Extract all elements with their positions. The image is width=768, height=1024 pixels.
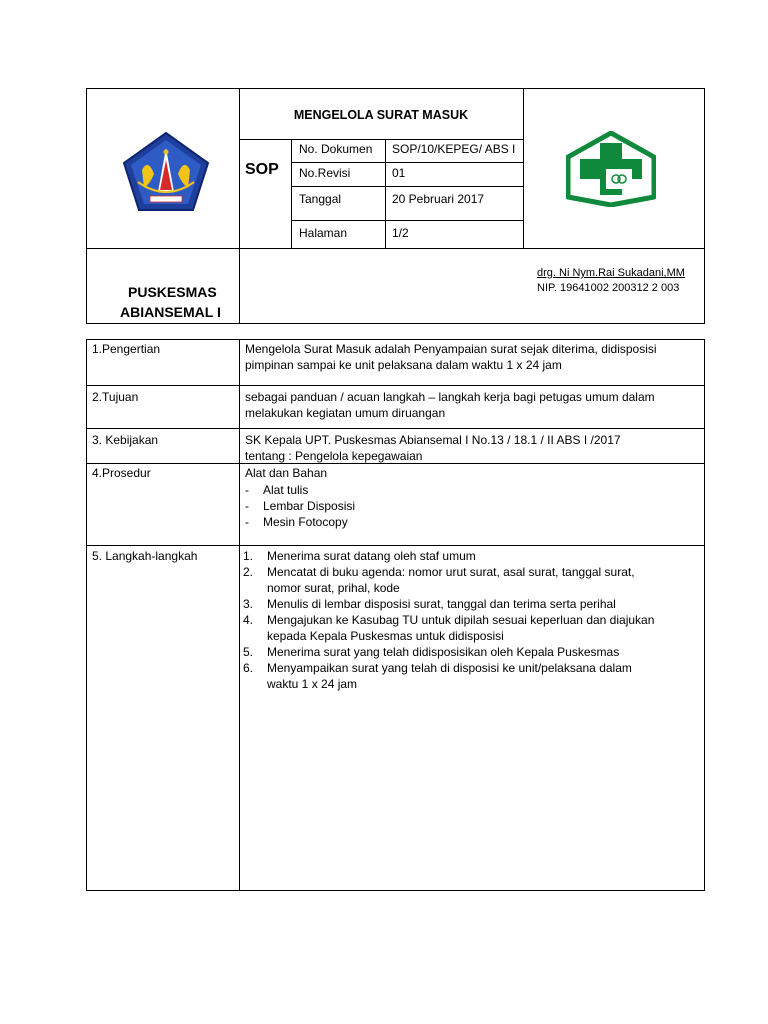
step-text: Menerima surat yang telah didisposisikan oleh Kepala Puskesmas — [267, 645, 620, 659]
body-row-line-2 — [86, 428, 705, 429]
step-number: 2. — [243, 565, 254, 579]
page-value: 1/2 — [392, 226, 409, 240]
doc-number-value: SOP/10/KEPEG/ ABS I — [392, 142, 516, 156]
tujuan-line-2: melakukan kegiatan umum diruangan — [245, 406, 446, 420]
list-item — [241, 548, 696, 564]
list-item: - Lembar Disposisi — [241, 498, 691, 514]
prosedur-list — [241, 482, 691, 530]
kebijakan-line-2: tentang : Pengelola kepegawaian — [245, 449, 423, 463]
document-title: MENGELOLA SURAT MASUK — [293, 108, 469, 122]
title-divider — [239, 139, 523, 140]
signatory-name: drg. Ni Nym.Rai Sukadani,MM — [537, 267, 685, 279]
sop-label: SOP — [245, 161, 279, 178]
revision-label: No.Revisi — [299, 166, 351, 180]
tujuan-label: 2.Tujuan — [92, 390, 139, 404]
list-item — [241, 564, 696, 596]
langkah-label: 5. Langkah-langkah — [92, 549, 198, 563]
body-row-line-1 — [86, 385, 705, 386]
org-name-line-2: ABIANSEMAL I — [120, 304, 221, 320]
meta-row-line-2 — [291, 186, 523, 187]
date-label: Tanggal — [299, 192, 342, 206]
revision-value: 01 — [392, 166, 406, 180]
step-number: 1. — [243, 549, 254, 563]
date-value: 20 Pebruari 2017 — [392, 192, 485, 206]
district-seal-logo — [120, 130, 212, 214]
org-name-line-1: PUSKESMAS — [128, 284, 217, 300]
pengertian-line-1: Mengelola Surat Masuk adalah Penyampaian surat sejak diterima, didisposisi — [245, 342, 657, 356]
kebijakan-line-1: SK Kepala UPT. Puskesmas Abiansemal I No.13 / 18.1 / II ABS I /2017 — [245, 433, 621, 447]
header-row-divider — [86, 248, 705, 249]
list-item: - Mesin Fotocopy — [241, 514, 691, 530]
meta-row-line-1 — [291, 162, 523, 163]
body-row-line-4 — [86, 545, 705, 546]
step-text: Menerima surat datang oleh staf umum — [267, 549, 476, 563]
tujuan-line-1: sebagai panduan / acuan langkah – langkah kerja bagi petugas umum dalam — [245, 390, 655, 404]
meta-divider — [385, 139, 386, 249]
step-number: 6. — [243, 661, 254, 675]
meta-row-line-3 — [291, 220, 523, 221]
step-text: Mencatat di buku agenda: nomor urut surat, asal surat, tanggal surat, — [267, 565, 635, 579]
step-text: Menyampaikan surat yang telah di disposisi ke unit/pelaksana dalam — [267, 661, 632, 675]
step-text: Mengajukan ke Kasubag TU untuk dipilah sesuai keperluan dan diajukan — [267, 613, 655, 627]
kebijakan-label: 3. Kebijakan — [92, 433, 159, 447]
puskesmas-logo — [566, 131, 656, 207]
sop-divider — [291, 139, 292, 249]
header-divider-right — [523, 88, 524, 249]
list-item: - Alat tulis — [241, 482, 691, 498]
langkah-steps — [241, 548, 696, 692]
header-divider-left — [239, 88, 240, 324]
step-text: nomor surat, prihal, kode — [267, 581, 400, 595]
pengertian-line-2: pimpinan sampai ke unit pelaksana dalam waktu 1 x 24 jam — [245, 358, 562, 372]
signatory-nip: NIP. 19641002 200312 2 003 — [537, 282, 680, 294]
page-label: Halaman — [299, 226, 348, 240]
step-text: Menulis di lembar disposisi surat, tanggal dan terima serta perihal — [267, 597, 616, 611]
list-item — [241, 660, 696, 692]
step-number: 5. — [243, 645, 254, 659]
list-item — [241, 596, 696, 612]
list-item — [241, 612, 696, 644]
doc-number-label: No. Dokumen — [299, 142, 373, 156]
step-text: kepada Kepala Puskesmas untuk didisposisi — [267, 629, 504, 643]
body-column-divider — [239, 339, 240, 891]
step-number: 4. — [243, 613, 254, 627]
step-number: 3. — [243, 597, 254, 611]
pengertian-label: 1.Pengertian — [92, 342, 161, 356]
prosedur-heading: Alat dan Bahan — [245, 466, 328, 480]
step-text: waktu 1 x 24 jam — [267, 677, 358, 691]
list-item — [241, 644, 696, 660]
prosedur-label: 4.Prosedur — [92, 466, 151, 480]
